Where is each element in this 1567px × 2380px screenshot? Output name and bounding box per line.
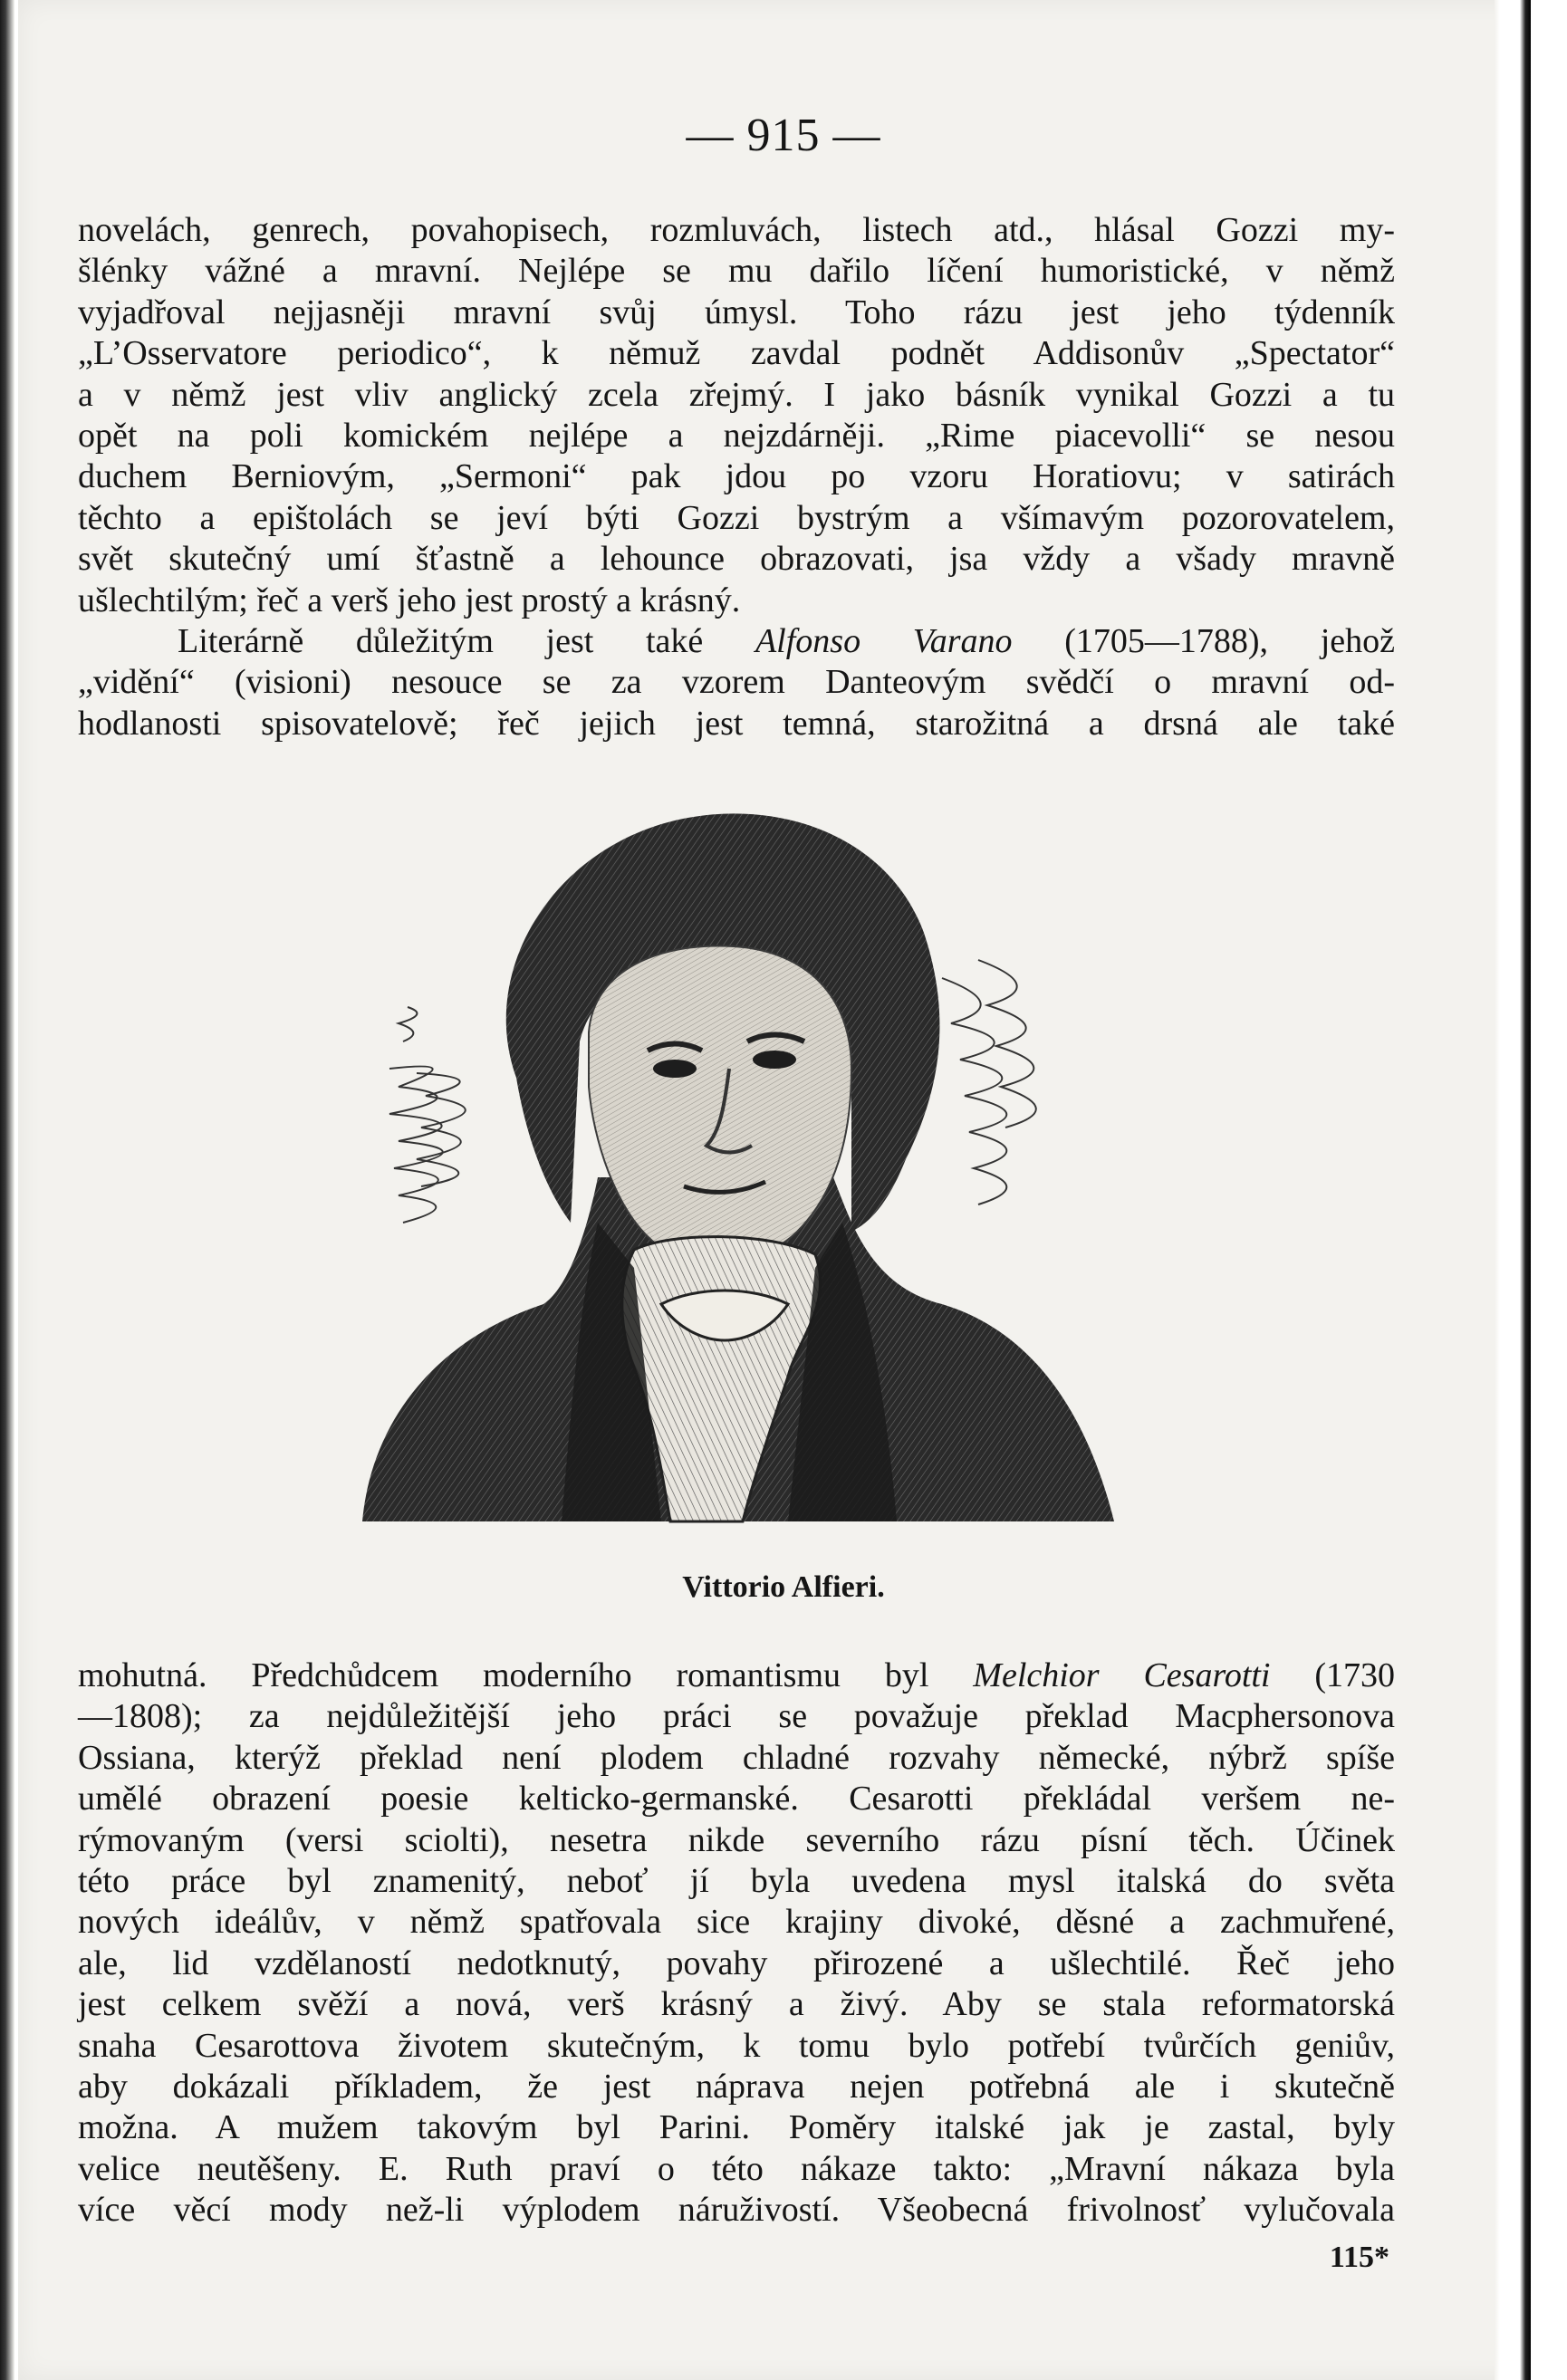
portrait-engraving-alfieri xyxy=(362,797,1114,1540)
text-line: těchto a epištolách se jeví býti Gozzi bystrým a všímavým pozorovatelem, xyxy=(78,498,1395,537)
text-line: možna. A mužem takovým byl Parini. Poměry italské jak je zastal, byly xyxy=(78,2108,1395,2147)
text-segment: mohutná. Předchůdcem moderního romantismu byl xyxy=(78,1656,974,1694)
paragraph-varano-line xyxy=(78,621,1395,662)
author-name-varano: Alfonso Varano xyxy=(755,622,1013,661)
text-line: snaha Cesarottova životem skutečným, k tomu bylo potřebí tvůrčích geniův, xyxy=(78,2026,1395,2065)
text-line: vyjadřoval nejjasněji mravní svůj úmysl. Toho rázu jest jeho týdenník xyxy=(78,293,1395,331)
portrait-caption: Vittorio Alfieri. xyxy=(682,1570,885,1604)
background-hatching-right xyxy=(942,960,1036,1204)
text-line: jest celkem svěží a nová, verš krásný a živý. Aby se stala reformatorská xyxy=(78,1985,1395,2024)
text-line: svět skutečný umí šťastně a lehounce obrazovati, jsa vždy a všady mravně xyxy=(78,540,1395,579)
text-line: šlénky vážné a mravní. Nejlépe se mu dařilo líčení humoristické, v němž xyxy=(78,252,1395,291)
background-hatching-left xyxy=(389,1007,466,1223)
text-segment: (1705—1788), jehož xyxy=(1012,622,1395,661)
text-line: a v němž jest vliv anglický zcela zřejmý. I jako básník vynikal Gozzi a tu xyxy=(78,375,1395,414)
text-line: umělé obrazení poesie kelticko-germanské. Cesarotti překládal veršem ne- xyxy=(78,1780,1395,1819)
paragraph-cesarotti xyxy=(78,1655,1395,2231)
text-line: novelách, genrech, povahopisech, rozmluvách, listech atd., hlásal Gozzi my- xyxy=(78,211,1395,249)
text-line: rýmovaným (versi sciolti), nesetra nikde severního rázu písní těch. Účinek xyxy=(78,1820,1395,1859)
text-line: velice neutěšeny. E. Ruth praví o této nákaze takto: „Mravní nákaza byla xyxy=(78,2149,1395,2188)
text-line: —1808); za nejdůležitější jeho práci se považuje překlad Macphersonova xyxy=(78,1697,1395,1736)
left-eye xyxy=(653,1060,697,1078)
text-line: nových ideálův, v němž spatřovala sice krajiny divoké, děsné a zachmuřené, xyxy=(78,1903,1395,1942)
text-line: Ossiana, kterýž překlad není plodem chladné rozvahy německé, nýbrž spíše xyxy=(78,1738,1395,1777)
page-edge-shadow xyxy=(1495,0,1531,2380)
text-segment: (1730 xyxy=(1270,1656,1396,1694)
text-line: hodlanosti spisovatelově; řeč jejich jest temná, starožitná a drsná ale také xyxy=(78,704,1395,743)
text-line: aby dokázali příkladem, že jest náprava nejen potřebná ale i skutečně xyxy=(78,2068,1395,2106)
text-line: opět na poli komickém nejlépe a nejzdárněji. „Rime piacevolli“ se nesou xyxy=(78,417,1395,456)
text-line: této práce byl znamenitý, neboť jí byla uvedena mysl italská do světa xyxy=(78,1862,1395,1901)
text-line: ale, lid vzdělaností nedotknutý, povahy přirozené a ušlechtilé. Řeč jeho xyxy=(78,1943,1395,1982)
paragraph-gozzi xyxy=(78,210,1395,744)
text-line: více věcí mody než-li výplodem náruživostí. Všeobecná frivolnosť vylučovala xyxy=(78,2191,1395,2230)
text-segment: Literárně důležitým jest také xyxy=(178,622,755,661)
text-line: „L’Osservatore periodico“, k němuž zavdal podnět Addisonův „Spectator“ xyxy=(78,334,1395,373)
text-line: „vidění“ (visioni) nesouce se za vzorem Danteovým svědčí o mravní od- xyxy=(78,663,1395,702)
text-line: duchem Berniovým, „Sermoni“ pak jdou po vzoru Horatiovu; v satirách xyxy=(78,457,1395,496)
page-number: — 915 — xyxy=(686,110,881,161)
text-line xyxy=(78,1655,1395,1696)
text-line: ušlechtilým; řeč a verš jeho jest prostý a krásný. xyxy=(78,581,741,619)
book-spine-shadow xyxy=(0,0,14,2380)
right-eye xyxy=(753,1051,796,1069)
printer-signature-mark: 115* xyxy=(1329,2241,1389,2274)
author-name-cesarotti: Melchior Cesarotti xyxy=(973,1656,1271,1694)
